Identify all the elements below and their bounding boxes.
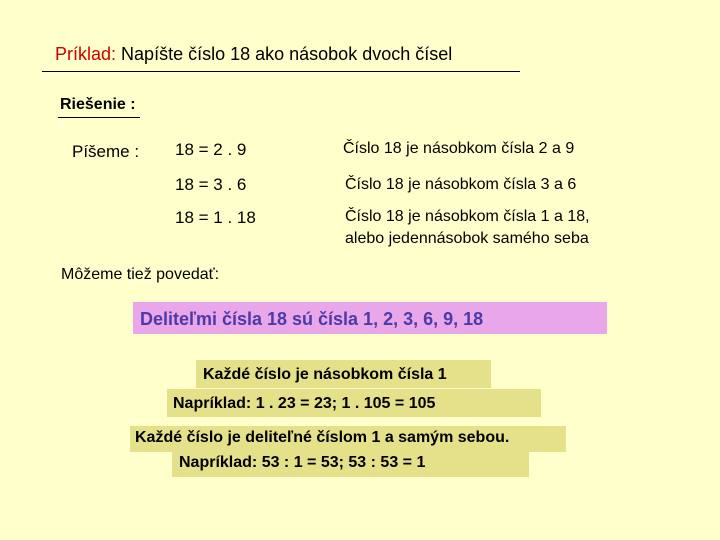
divisible-rule: Každé číslo je deliteľné číslom 1 a samým sebou. [135, 429, 510, 446]
problem-title [55, 44, 452, 65]
equation-3: 18 = 1 . 18 [175, 208, 256, 227]
also-say-text: Môžeme tiež povedať: [61, 266, 220, 283]
divisors-statement: Deliteľmi čísla 18 sú čísla 1, 2, 3, 6, 9, 18 [140, 309, 484, 329]
write-label: Píšeme : [72, 142, 140, 161]
equation-1: 18 = 2 . 9 [175, 140, 247, 159]
problem-text: Napíšte číslo 18 ako násobok dvoch čísel [121, 44, 453, 64]
equation-2: 18 = 3 . 6 [175, 175, 247, 194]
equation-3-description-line2: alebo jedennásobok samého seba [345, 230, 589, 247]
title-underline [42, 71, 520, 72]
equation-2-description: Číslo 18 je násobkom čísla 3 a 6 [345, 176, 577, 193]
divisible-example: Napríklad: 53 : 1 = 53; 53 : 53 = 1 [179, 454, 426, 471]
equation-3-description: Číslo 18 je násobkom čísla 1 a 18, [345, 208, 590, 225]
solution-underline [58, 117, 140, 118]
multiple-example: Napríklad: 1 . 23 = 23; 1 . 105 = 105 [173, 395, 436, 412]
multiple-rule: Každé číslo je násobkom čísla 1 [203, 366, 447, 383]
solution-heading: Riešenie : [60, 96, 136, 113]
problem-label: Príklad: [55, 44, 117, 64]
equation-1-description: Číslo 18 je násobkom čísla 2 a 9 [343, 140, 575, 157]
